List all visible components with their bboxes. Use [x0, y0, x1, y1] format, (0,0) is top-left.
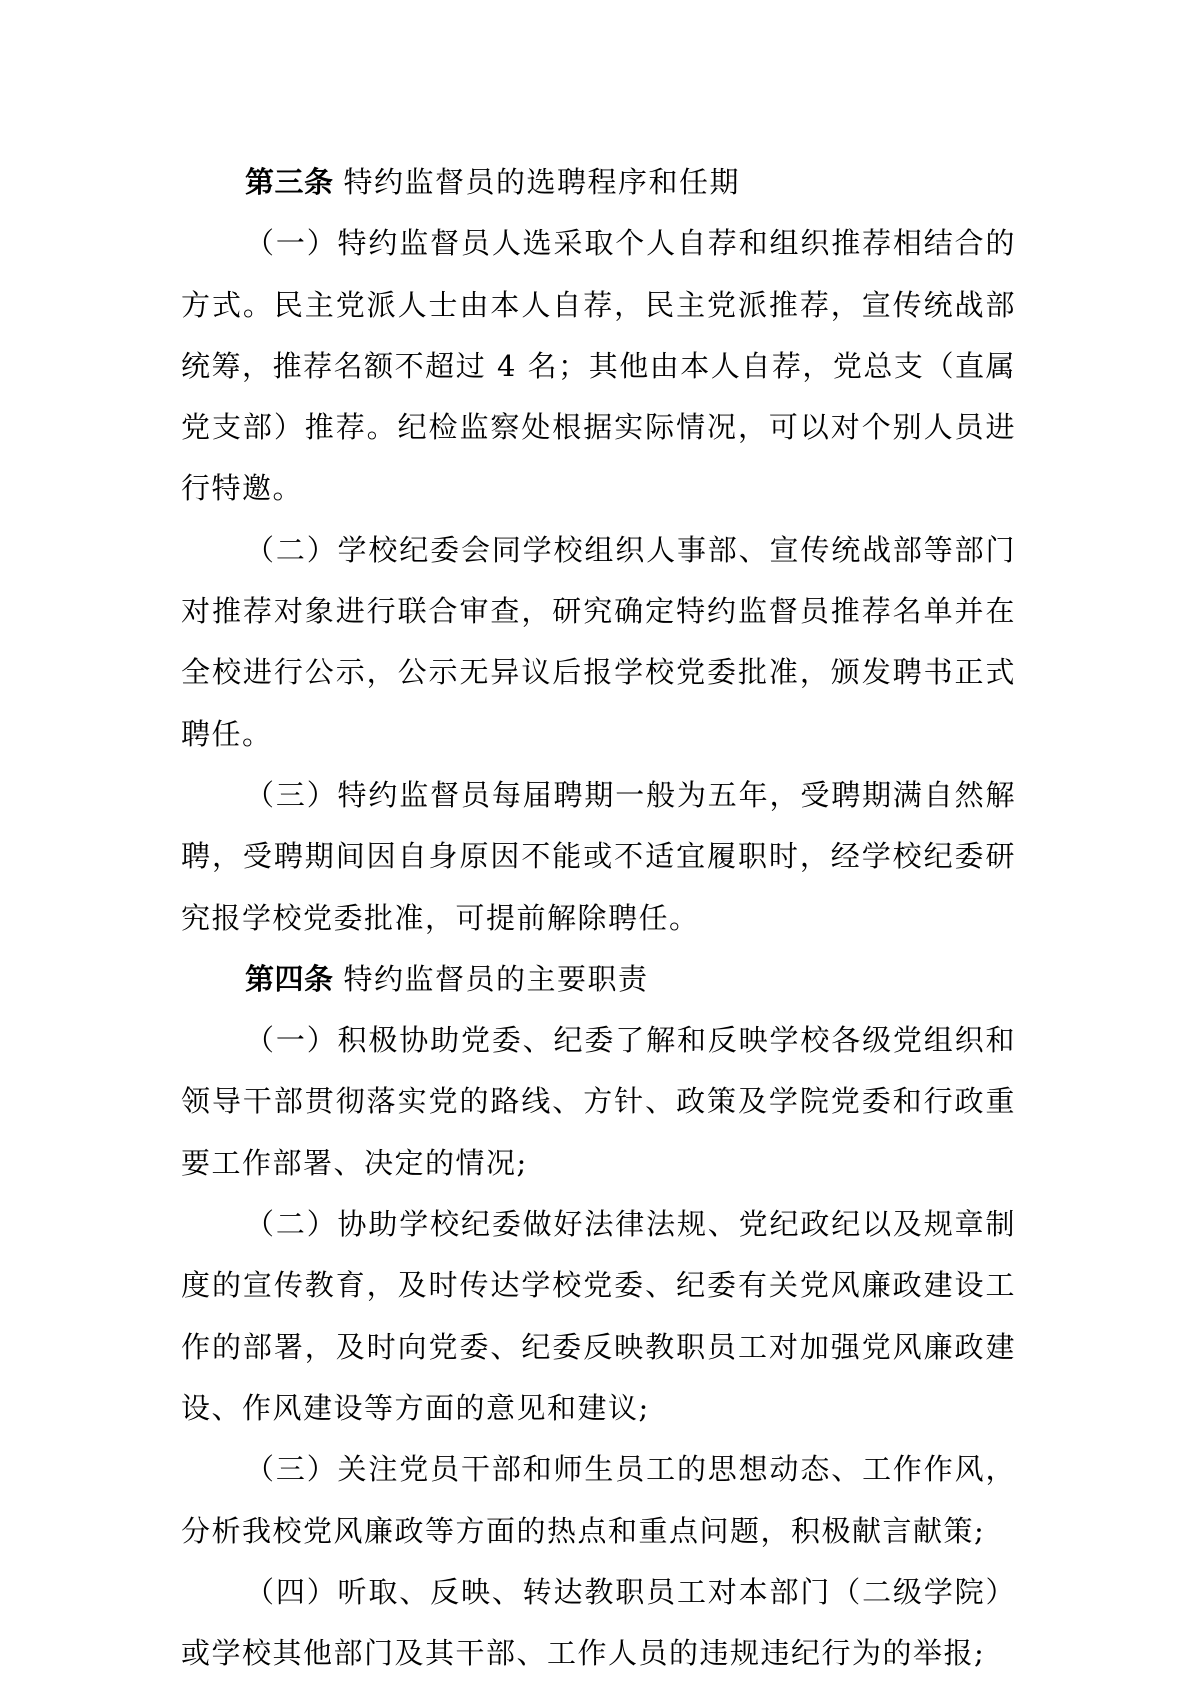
article-3-paragraph-2: （二）学校纪委会同学校组织人事部、宣传统战部等部门对推荐对象进行联合审查，研究确定特约监督员推荐名单并在全校进行公示，公示无异议后报学校党委批准，颁发聘书正式聘任。 — [181, 532, 1016, 751]
article-4-paragraph-4: （四）听取、反映、转达教职员工对本部门（二级学院）或学校其他部门及其干部、工作人员的违规违纪行为的举报; — [181, 1574, 1016, 1671]
article-4-paragraph-3: （三）关注党员干部和师生员工的思想动态、工作作风，分析我校党风廉政等方面的热点和重点问题，积极献言献策; — [181, 1452, 1016, 1548]
article-4-paragraph-1: （一）积极协助党委、纪委了解和反映学校各级党组织和领导干部贯彻落实党的路线、方针、政策及学院党委和行政重要工作部署、决定的情况; — [181, 1023, 1016, 1180]
article-4-heading — [181, 949, 1016, 1010]
article-4-paragraph-2: （二）协助学校纪委做好法律法规、党纪政纪以及规章制度的宣传教育，及时传达学校党委、纪委有关党风廉政建设工作的部署，及时向党委、纪委反映教职员工对加强党风廉政建设、作风建设等方面的意见和建议; — [181, 1207, 1016, 1425]
article-4-number: 第四条 — [245, 961, 334, 996]
article-3-heading — [181, 152, 1016, 213]
article-4-title: 特约监督员的主要职责 — [343, 961, 649, 996]
article-3-paragraph-1: （一）特约监督员人选采取个人自荐和组织推荐相结合的方式。民主党派人士由本人自荐，民主党派推荐，宣传统战部统筹，推荐名额不超过 4 名；其他由本人自荐，党总支（直属党支部）推荐。纪检监察处根据实际情况，可以对个别人员进行特邀。 — [181, 226, 1016, 506]
document-body — [181, 152, 1016, 1684]
article-3-title: 特约监督员的选聘程序和任期 — [343, 165, 741, 199]
article-3-number: 第三条 — [245, 165, 334, 199]
article-3-paragraph-3: （三）特约监督员每届聘期一般为五年，受聘期满自然解聘，受聘期间因自身原因不能或不适宜履职时，经学校纪委研究报学校党委批准，可提前解除聘任。 — [181, 777, 1016, 935]
